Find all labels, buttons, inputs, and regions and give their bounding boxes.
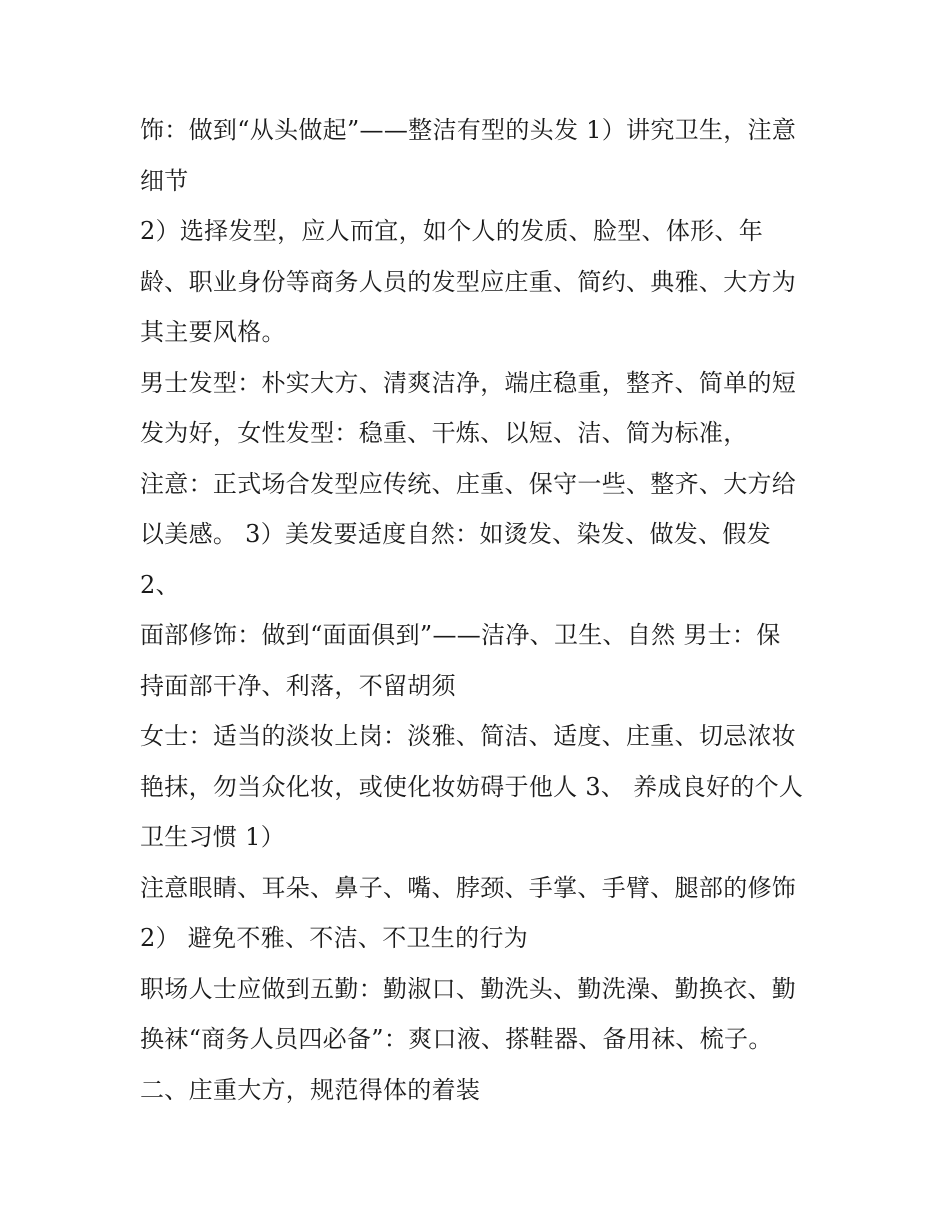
text-line: 发为好，女性发型：稳重、干炼、以短、洁、简为标准， — [140, 419, 748, 447]
text-line: 注意眼睛、耳朵、鼻子、嘴、脖颈、手掌、手臂、腿部的修饰 — [140, 873, 797, 902]
text-line: 男士发型：朴实大方、清爽洁净，端庄稳重，整齐、简单的短 — [140, 368, 797, 397]
section-heading: 二、庄重大方，规范得体的着装 — [140, 1075, 481, 1104]
text-line: 持面部干净、利落，不留胡须 — [140, 671, 456, 700]
text-line: 卫生习惯 1） — [140, 823, 285, 851]
text-line: 面部修饰：做到“面面俱到”——洁净、卫生、自然 男士：保 — [140, 621, 781, 649]
text-line: 2） 避免不雅、不洁、不卫生的行为 — [140, 924, 528, 952]
text-line: 女士：适当的淡妆上岗：淡雅、简洁、适度、庄重、切忌浓妆 — [140, 722, 797, 750]
text-line: 职场人士应做到五勤：勤淑口、勤洗头、勤洗澡、勤换衣、勤 — [140, 974, 797, 1003]
text-line: 换袜“商务人员四必备”：爽口液、搽鞋器、备用袜、梳子。 — [140, 1025, 773, 1053]
text-line: 2）选择发型，应人而宜，如个人的发质、脸型、体形、年 — [140, 217, 764, 245]
text-line: 注意：正式场合发型应传统、庄重、保守一些、整齐、大方给 — [140, 469, 797, 498]
text-line: 2、 — [140, 570, 180, 599]
text-line: 龄、职业身份等商务人员的发型应庄重、简约、典雅、大方为 — [140, 267, 797, 296]
text-line: 以美感。 3）美发要适度自然：如烫发、染发、做发、假发 — [140, 520, 771, 548]
document-body-text — [140, 105, 830, 1115]
text-line: 饰：做到“从头做起”——整洁有型的头发 1）讲究卫生，注意 — [140, 116, 797, 144]
text-line: 艳抹，勿当众化妆，或使化妆妨碍于他人 3、 养成良好的个人 — [140, 772, 804, 801]
text-line: 细节 — [140, 166, 189, 195]
text-line: 其主要风格。 — [140, 318, 286, 346]
